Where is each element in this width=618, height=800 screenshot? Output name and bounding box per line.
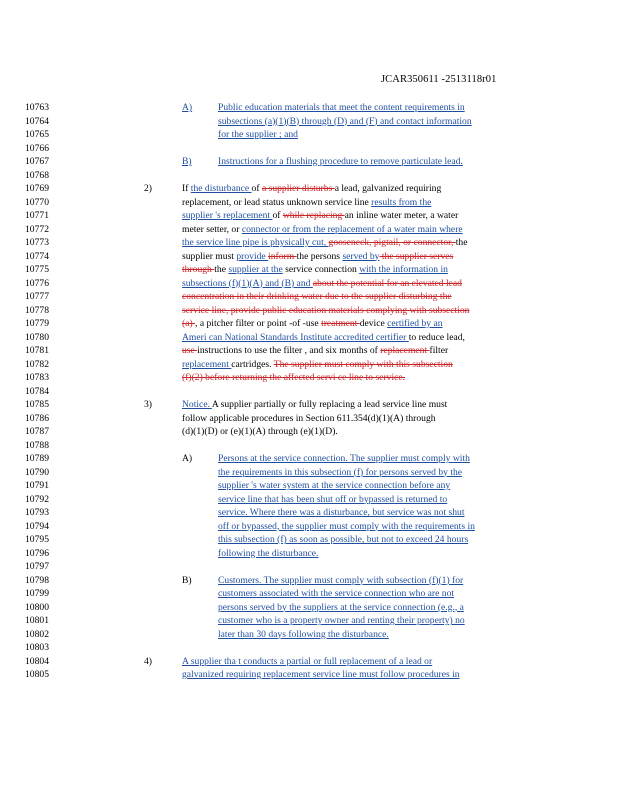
inserted-text: following the disturbance. <box>218 547 319 559</box>
inserted-text: results from the <box>371 196 432 208</box>
deleted-text: treatment <box>321 318 360 329</box>
item-label: A) <box>182 102 193 113</box>
line-number: 10767 <box>25 156 49 167</box>
document-line <box>0 534 618 546</box>
item-label: 4) <box>144 655 152 667</box>
document-line <box>0 170 618 182</box>
deleted-text: (f)(2) before returning the affected servi ce line to service. <box>182 372 406 383</box>
document-line <box>0 494 618 506</box>
plain-text: If <box>182 183 191 194</box>
line-text <box>182 237 468 249</box>
line-number: 10795 <box>25 534 49 545</box>
document-line <box>0 183 618 195</box>
document-line <box>0 224 618 236</box>
document-line <box>0 251 618 263</box>
inserted-text: Notice. <box>182 399 212 410</box>
inserted-text: service line that has been shut off or bypassed is returned to <box>218 493 448 505</box>
plain-text: the <box>455 237 468 248</box>
deleted-text: the supplier serves <box>379 250 454 262</box>
deleted-text: (a) <box>182 318 196 329</box>
inserted-text: supplier 's water system at the service connection before any <box>218 480 451 491</box>
line-number: 10784 <box>25 385 49 397</box>
inserted-text: certified by an <box>387 318 443 329</box>
plain-text: the <box>214 264 229 275</box>
document-line <box>0 386 618 398</box>
inserted-text: served by <box>342 250 380 262</box>
line-text <box>218 615 465 627</box>
inserted-text: supplier 's replacement <box>182 210 273 221</box>
line-number: 10766 <box>25 142 49 154</box>
inserted-text: galvanized requiring replacement service line must follow procedures in <box>182 669 460 680</box>
document-line <box>0 413 618 425</box>
document-line <box>0 453 618 465</box>
document-line <box>0 426 618 438</box>
line-text <box>218 129 298 141</box>
line-number: 10797 <box>25 561 49 572</box>
line-number: 10782 <box>25 358 49 370</box>
line-text <box>182 224 463 236</box>
plain-text: a lead, galvanized requiring <box>334 183 442 194</box>
document-line <box>0 548 618 560</box>
deleted-text: while replacing <box>282 210 345 221</box>
line-text <box>182 656 432 668</box>
item-label: 3) <box>144 399 152 410</box>
line-text <box>218 156 463 168</box>
deleted-text: service line, provide public education materials complying with subsection <box>182 304 470 316</box>
item-label: A) <box>182 453 193 464</box>
item-label: 2) <box>144 183 152 194</box>
line-text <box>182 399 447 411</box>
inserted-text: off or bypassed, the supplier must comply with the requirements in <box>218 520 475 532</box>
inserted-text: supplier at the <box>228 264 283 275</box>
deleted-text: inform <box>268 250 297 262</box>
document-line <box>0 143 618 155</box>
line-number: 10800 <box>25 601 49 613</box>
document-line <box>0 669 618 681</box>
deleted-text: gooseneck, pigtail, or connector, <box>328 237 456 248</box>
plain-text: A supplier partially or fully replacing a lead service line must <box>211 399 448 410</box>
document-line <box>0 372 618 384</box>
line-number: 10764 <box>25 115 49 127</box>
plain-text: service connection <box>282 264 360 275</box>
document-line <box>0 656 618 668</box>
document-line <box>0 440 618 452</box>
inserted-text: subsections (a)(1)(B) through (D) and (F) and contact information <box>218 115 472 127</box>
line-number: 10793 <box>25 507 49 518</box>
line-number: 10773 <box>25 237 49 248</box>
line-number: 10796 <box>25 547 49 559</box>
line-text <box>218 548 318 560</box>
document-line <box>0 602 618 614</box>
line-text <box>182 264 448 276</box>
line-number: 10771 <box>25 210 49 221</box>
line-number: 10779 <box>25 318 49 329</box>
line-text <box>182 251 453 263</box>
plain-text: (d)(1)(D) or (e)(1)(A) through (e)(1)(D). <box>182 426 338 437</box>
document-line <box>0 129 618 141</box>
plain-text: of <box>251 183 262 194</box>
plain-text: of <box>272 210 283 221</box>
plain-text: follow applicable procedures in Section 611.354(d)(1)(A) through <box>182 412 436 424</box>
line-number: 10770 <box>25 196 49 208</box>
document-line <box>0 521 618 533</box>
line-number: 10791 <box>25 480 49 491</box>
inserted-text: Public education materials that meet the content requirements in <box>218 102 465 113</box>
line-number: 10792 <box>25 493 49 505</box>
line-text <box>218 102 465 114</box>
plain-text: an inline water meter, a water <box>344 210 459 221</box>
line-number: 10768 <box>25 169 49 181</box>
item-label: B) <box>182 574 192 586</box>
line-text <box>182 426 338 438</box>
line-text <box>182 413 436 425</box>
document-line <box>0 197 618 209</box>
line-text <box>182 359 453 371</box>
document-line <box>0 642 618 654</box>
document-line <box>0 102 618 114</box>
plain-text: replacement, or lead status unknown service line <box>182 196 372 208</box>
line-number: 10778 <box>25 304 49 316</box>
deleted-text: a supplier disturbs <box>261 183 335 194</box>
line-number: 10787 <box>25 426 49 437</box>
deleted-text: concentration in their drinking water due to the supplier disturbing the <box>182 291 452 302</box>
document-id-header: JCAR350611 -2513118r01 <box>381 74 497 85</box>
document-line <box>0 156 618 168</box>
line-text <box>218 602 464 614</box>
plain-text: to reduce lead, <box>408 331 465 343</box>
line-text <box>218 575 463 587</box>
document-line <box>0 588 618 600</box>
deleted-text: through <box>182 264 215 275</box>
inserted-text: this subsection (f) as soon as possible, but not to exceed 24 hours <box>218 534 469 545</box>
line-number: 10788 <box>25 439 49 451</box>
line-text <box>218 116 472 128</box>
document-line <box>0 507 618 519</box>
line-number: 10786 <box>25 412 49 424</box>
document-line <box>0 210 618 222</box>
document-line <box>0 467 618 479</box>
line-number: 10799 <box>25 588 49 599</box>
line-number: 10802 <box>25 628 49 640</box>
inserted-text: later than 30 days following the disturbance. <box>218 628 389 640</box>
deleted-text: The supplier must comply with this subsection <box>273 358 453 370</box>
line-text <box>218 480 450 492</box>
inserted-text: persons served by the suppliers at the service connection (e.g., a <box>218 601 464 613</box>
line-number: 10781 <box>25 345 49 356</box>
document-line <box>0 399 618 411</box>
line-number: 10765 <box>25 129 49 140</box>
inserted-text: provide <box>236 250 269 262</box>
plain-text: device <box>359 318 388 329</box>
inserted-text: A supplier tha t conducts a partial or full replacement of a lead or <box>182 655 433 667</box>
inserted-text: service. Where there was a disturbance, but service was not shut <box>218 507 465 518</box>
inserted-text: Instructions for a flushing procedure to remove particulate lead. <box>218 156 463 167</box>
line-text <box>182 291 452 303</box>
line-text <box>218 588 454 600</box>
deleted-text: use <box>182 345 198 356</box>
inserted-text: replacement <box>182 358 232 370</box>
line-text <box>182 669 460 681</box>
line-text <box>218 534 468 546</box>
line-number: 10769 <box>25 183 49 194</box>
document-line <box>0 305 618 317</box>
document-line <box>0 278 618 290</box>
line-number: 10776 <box>25 277 49 289</box>
line-number: 10798 <box>25 574 49 586</box>
line-text <box>182 278 462 290</box>
inserted-text: with the information in <box>359 264 448 275</box>
inserted-text: the service line pipe is physically cut, <box>182 237 329 248</box>
line-number: 10772 <box>25 223 49 235</box>
plain-text: meter setter, or <box>182 223 242 235</box>
inserted-text: connector or from the replacement of a water main where <box>241 223 463 235</box>
line-text <box>218 467 462 479</box>
plain-text: supplier must <box>182 250 237 262</box>
inserted-text: for the supplier ; and <box>218 129 298 140</box>
line-number: 10785 <box>25 399 49 410</box>
document-line <box>0 318 618 330</box>
document-line <box>0 116 618 128</box>
inserted-text: subsections (f)(1)(A) and (B) and <box>182 277 313 289</box>
line-number: 10774 <box>25 250 49 262</box>
line-number: 10801 <box>25 615 49 626</box>
inserted-text: Persons at the service connection. The supplier must comply with <box>218 453 470 464</box>
document-line <box>0 332 618 344</box>
line-text <box>182 372 405 384</box>
deleted-text: replacement <box>380 345 430 356</box>
line-text <box>218 507 465 519</box>
plain-text: cartridges. <box>231 358 274 370</box>
document-line <box>0 575 618 587</box>
line-number: 10805 <box>25 669 49 680</box>
line-text <box>182 332 465 344</box>
line-text <box>218 521 475 533</box>
line-number: 10777 <box>25 291 49 302</box>
inserted-text: customers associated with the service connection who are not <box>218 588 455 599</box>
document-line <box>0 237 618 249</box>
item-label: B) <box>182 156 192 167</box>
line-number: 10763 <box>25 102 49 113</box>
inserted-text: customer who is a property owner and renting their property) no <box>218 615 465 626</box>
plain-text: instructions to use the filter , and six months of <box>197 345 381 356</box>
line-number: 10783 <box>25 372 49 383</box>
document-line <box>0 629 618 641</box>
line-number: 10790 <box>25 466 49 478</box>
plain-text: , a pitcher filter or point -of -use <box>195 318 322 329</box>
line-number: 10789 <box>25 453 49 464</box>
line-number: 10775 <box>25 264 49 275</box>
document-line <box>0 561 618 573</box>
line-number: 10780 <box>25 331 49 343</box>
plain-text: the persons <box>296 250 343 262</box>
inserted-text: the requirements in this subsection (f) for persons served by the <box>218 466 463 478</box>
line-text <box>182 345 448 357</box>
line-text <box>182 183 441 195</box>
line-text <box>182 197 431 209</box>
line-text <box>182 305 469 317</box>
inserted-text: Ameri can National Standards Institute accredited certifier <box>182 331 409 343</box>
document-line <box>0 264 618 276</box>
line-text <box>182 210 458 222</box>
line-text <box>218 453 470 465</box>
line-number: 10804 <box>25 655 49 667</box>
document-line <box>0 291 618 303</box>
document-line <box>0 615 618 627</box>
line-number: 10803 <box>25 642 49 653</box>
inserted-text: Customers. The supplier must comply with subsection (f)(1) for <box>218 574 464 586</box>
inserted-text: the disturbance <box>190 183 252 194</box>
line-text <box>218 629 389 641</box>
document-line <box>0 480 618 492</box>
line-text <box>218 494 447 506</box>
line-number: 10794 <box>25 520 49 532</box>
document-line <box>0 345 618 357</box>
line-text <box>182 318 443 330</box>
document-line <box>0 359 618 371</box>
plain-text: filter <box>429 345 449 356</box>
deleted-text: about the potential for an elevated lead <box>312 277 462 289</box>
